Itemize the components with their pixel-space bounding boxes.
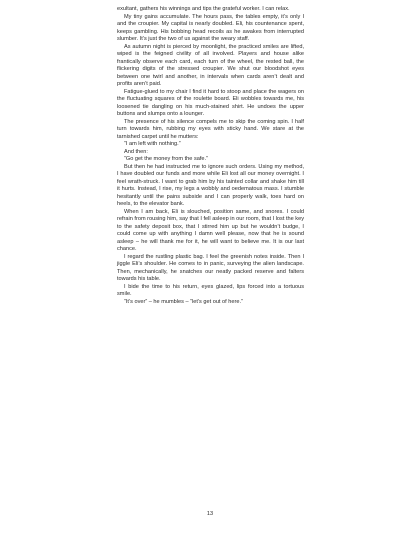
paragraph: As autumn night is pierced by moonlight, the practiced smiles are lifted, wiped is the feigned civility of all involved. Players and house alike frantically observe each card, each turn of the wheel, the rested ball, the flickering digits of the stressed croupier. We shut our bloodshot eyes between one twirl and another, in intervals when cards aren’t dealt and profits aren’t paid.: [117, 43, 304, 87]
paragraph: I regard the rustling plastic bag. I feel the greenish notes inside. Then I jiggle Eli’s shoulder. He comes to in panic, surveying the alien landscape. Then, mechanically, he snatches our neatly packed reserve and falters towards his table.: [117, 253, 304, 282]
body-text: [117, 6, 304, 306]
paragraph: Fatigue-glued to my chair I find it hard to stoop and place the wagers on the fluctuating squares of the roulette board. Eli wobbles towards me, his loosened tie dangling on his much-stained shirt. He undoes the upper buttons and slumps onto a lounger.: [117, 88, 304, 117]
paragraph: And then:: [124, 148, 148, 155]
paragraph: “It’s over” – he mumbles – “let’s get out of here.”: [124, 298, 243, 305]
paragraph: exultant, gathers his winnings and tips the grateful worker. I can relax.: [117, 6, 290, 12]
paragraph: “Go get the money from the safe.”: [124, 156, 208, 162]
paragraph: But then he had instructed me to ignore such orders. Using my method, I have doubled our funds and more while Eli lost all our money overnight. I feel wrath-struck. I want to grab him by his tainted collar and shake him till it hurts. Instead, I rise, my legs a wobbly and oedematous mass. I stumble hesitantly until the pains subside and I can properly walk, toes hard on heels, to the elevator bank.: [117, 163, 304, 207]
paragraph: My tiny gains accumulate. The hours pass, the tables empty, it’s only I and the croupier. My capital is nearly doubled. Eli, his countenance spent, keeps gambling. His bobbing head recoils as he awakes from interrupted slumber. It’s just the two of us against the weary staff.: [117, 13, 304, 42]
paragraph: “I am left with nothing.”: [124, 141, 181, 147]
paragraph: I bide the time to his return, eyes glazed, lips forced into a tortuous smile.: [117, 283, 304, 297]
page-number: 13: [206, 511, 214, 517]
paragraph: When I am back, Eli is slouched, position same, and snores. I could refrain from rousing him, say that I fell asleep in our room, that I lost the key to the safety deposit box, that I stirred him up but he wouldn’t budge, I could come up with anything I damn well please, now that he is sound asleep – he will thank me for it, he will want to believe me. It is our last chance.: [117, 208, 304, 252]
paragraph: The presence of his silence compels me to skip the coming spin. I half turn towards him, rubbing my eyes with sticky hand. We stare at the tarnished carpet until he mutters:: [117, 118, 304, 140]
